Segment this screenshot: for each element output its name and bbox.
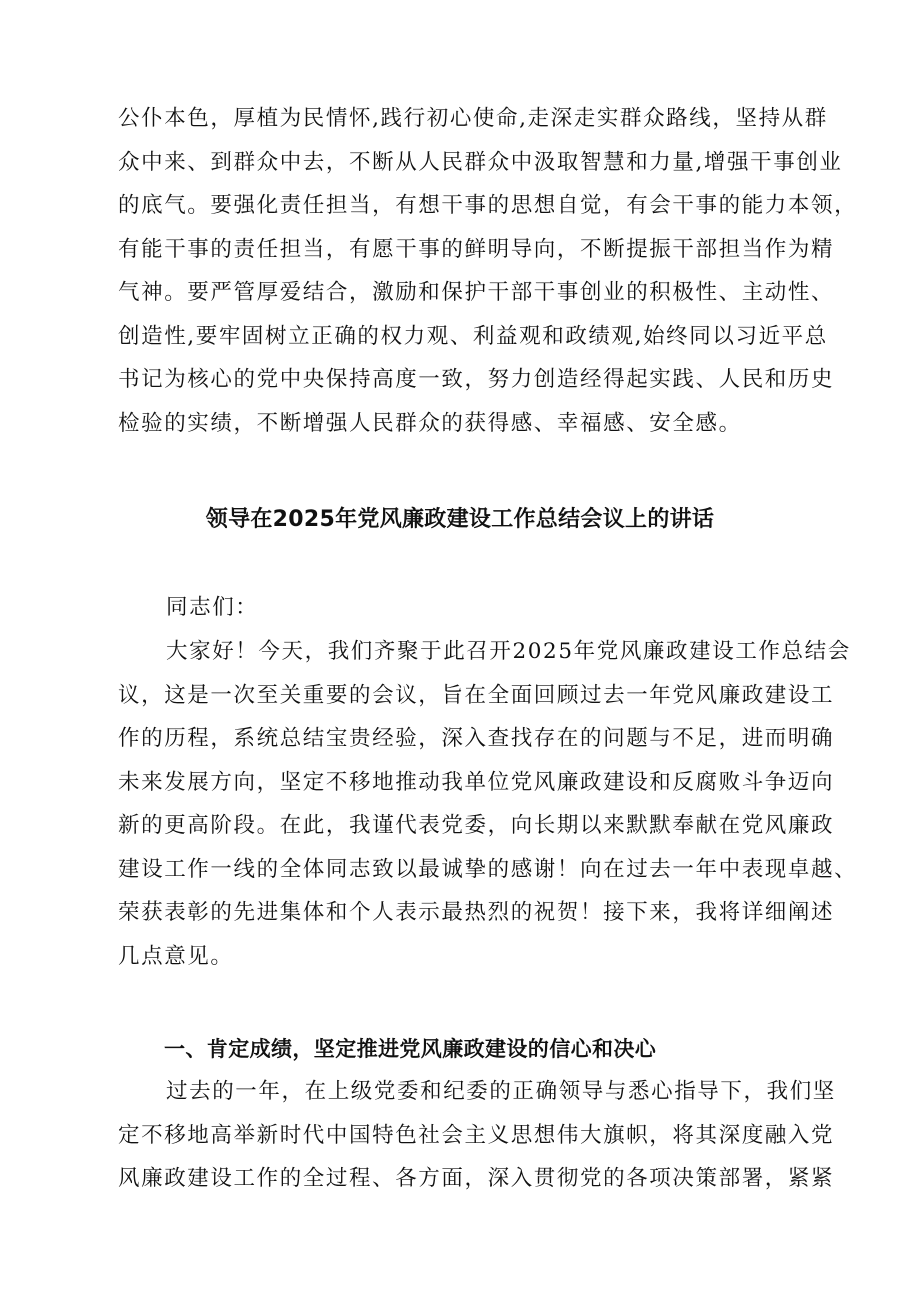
text-line: 未来发展方向，坚定不移地推动我单位党风廉政建设和反腐败斗争迈向	[118, 769, 835, 795]
text-line: 风廉政建设工作的全过程、各方面，深入贯彻党的各项决策部署，紧紧	[118, 1166, 835, 1191]
text-line: 定不移地高举新时代中国特色社会主义思想伟大旗帜，将其深度融入党	[118, 1122, 835, 1148]
greeting: 同志们：	[166, 595, 259, 620]
text-line: 众中来、到群众中去，不断从人民群众中汲取智慧和力量,增强干事创业	[118, 149, 843, 175]
text-line: 气神。要严管厚爱结合，激励和保护干部干事创业的积极性、主动性、	[118, 280, 835, 305]
speech-title: 领导在2025年党风廉政建设工作总结会议上的讲话	[205, 507, 715, 532]
text-line: 新的更高阶段。在此，我谨代表党委，向长期以来默默奉献在党风廉政	[118, 813, 835, 838]
top-paragraph	[118, 97, 858, 445]
intro-paragraph	[118, 630, 858, 978]
text-line: 大家好！今天，我们齐聚于此召开2025年党风廉政建设工作总结会	[166, 639, 851, 664]
text-line: 检验的实绩，不断增强人民群众的获得感、幸福感、安全感。	[118, 410, 742, 436]
text-line: 过去的一年，在上级党委和纪委的正确领导与悉心指导下，我们坚	[166, 1079, 836, 1104]
text-line: 几点意见。	[118, 943, 234, 969]
text-line: 的底气。要强化责任担当，有想干事的思想自觉，有会干事的能力本领，	[118, 193, 858, 218]
text-line: 创造性,要牢固树立正确的权力观、利益观和政绩观,始终同以习近平总	[118, 323, 828, 349]
text-line: 议，这是一次至关重要的会议，旨在全面回顾过去一年党风廉政建设工	[118, 682, 835, 708]
text-line: 书记为核心的党中央保持高度一致，努力创造经得起实践、人民和历史	[118, 367, 835, 392]
section-paragraph	[118, 1070, 858, 1201]
speech-greeting-block	[118, 586, 858, 630]
text-line: 有能干事的责任担当，有愿干事的鲜明导向，不断提振干部担当作为精	[118, 236, 835, 262]
text-line: 公仆本色，厚植为民情怀,践行初心使命,走深走实群众路线，坚持从群	[118, 106, 828, 131]
text-line: 荣获表彰的先进集体和个人表示最热烈的祝贺！接下来，我将详细阐述	[118, 900, 835, 925]
text-line: 作的历程，系统总结宝贵经验，深入查找存在的问题与不足，进而明确	[118, 726, 835, 751]
section-heading: 一、肯定成绩，坚定推进党风廉政建设的信心和决心	[164, 1037, 657, 1061]
text-line: 建设工作一线的全体同志致以最诚挚的感谢！向在过去一年中表现卓越、	[118, 856, 858, 882]
